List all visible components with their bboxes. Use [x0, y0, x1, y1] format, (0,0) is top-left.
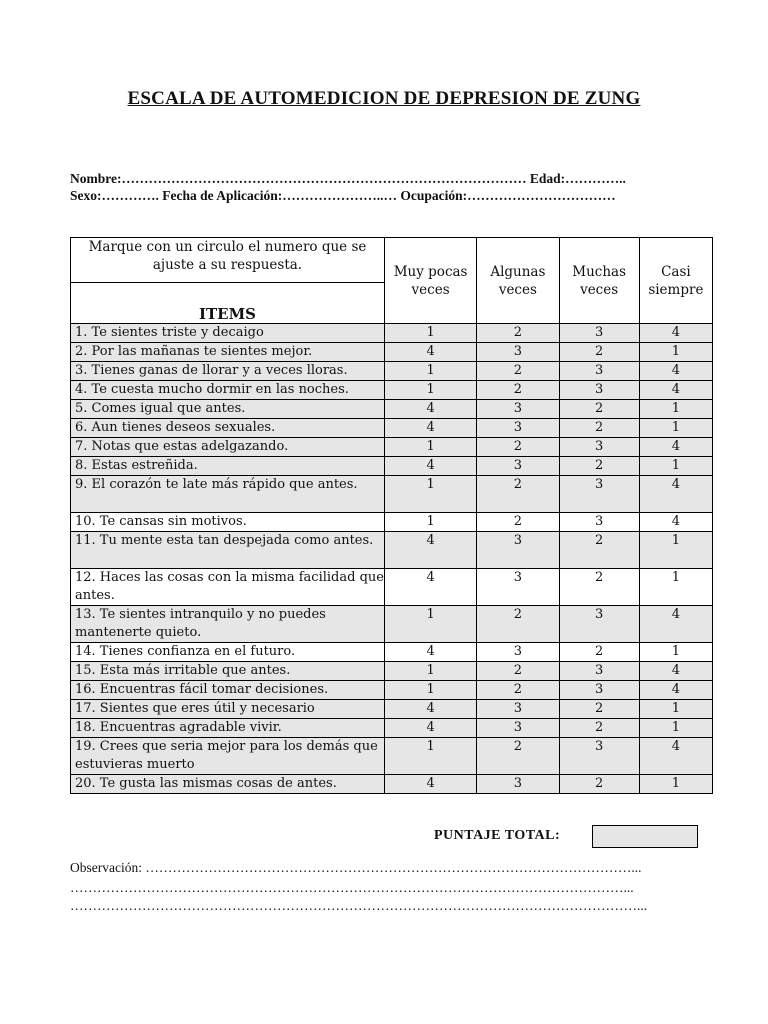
score-option[interactable]: 4 [639, 381, 712, 400]
item-text: 5. Comes igual que antes. [71, 400, 385, 419]
score-option[interactable]: 4 [639, 476, 712, 513]
score-option[interactable]: 4 [384, 775, 476, 794]
score-option[interactable]: 1 [384, 606, 476, 643]
table-row [71, 457, 713, 476]
table-row [71, 362, 713, 381]
score-option[interactable]: 1 [384, 362, 476, 381]
score-option[interactable]: 1 [639, 569, 712, 606]
score-option[interactable]: 1 [384, 476, 476, 513]
score-option[interactable]: 3 [477, 700, 559, 719]
score-option[interactable]: 2 [559, 400, 639, 419]
table-row [71, 513, 713, 532]
item-text: 1. Te sientes triste y decaigo [71, 324, 385, 343]
item-text: 16. Encuentras fácil tomar decisiones. [71, 681, 385, 700]
score-option[interactable]: 2 [559, 419, 639, 438]
score-option[interactable]: 4 [384, 569, 476, 606]
score-option[interactable]: 2 [559, 643, 639, 662]
column-header-muchas-veces: Muchas veces [559, 238, 639, 324]
score-option[interactable]: 4 [639, 438, 712, 457]
observation-line-1: Observación: ………………………………………………………………………………………………... [70, 860, 642, 875]
column-header-casi-siempre: Casi siempre [639, 238, 712, 324]
score-option[interactable]: 3 [559, 513, 639, 532]
score-option[interactable]: 1 [639, 419, 712, 438]
table-row [71, 532, 713, 569]
score-option[interactable]: 2 [477, 662, 559, 681]
score-option[interactable]: 4 [384, 532, 476, 569]
score-option[interactable]: 4 [639, 513, 712, 532]
score-option[interactable]: 3 [559, 738, 639, 775]
score-option[interactable]: 3 [477, 719, 559, 738]
name-age-line: Nombre:……………………………………………………………………………… Edad:………….. [70, 171, 626, 186]
column-header-algunas-veces: Algunas veces [477, 238, 559, 324]
table-row [71, 775, 713, 794]
score-option[interactable]: 1 [639, 532, 712, 569]
score-option[interactable]: 1 [384, 438, 476, 457]
score-option[interactable]: 4 [384, 400, 476, 419]
item-text: 2. Por las mañanas te sientes mejor. [71, 343, 385, 362]
item-text: 10. Te cansas sin motivos. [71, 513, 385, 532]
score-option[interactable]: 1 [384, 513, 476, 532]
score-option[interactable]: 1 [384, 324, 476, 343]
score-option[interactable]: 4 [384, 700, 476, 719]
score-option[interactable]: 3 [559, 476, 639, 513]
score-option[interactable]: 3 [559, 681, 639, 700]
item-text: 20. Te gusta las mismas cosas de antes. [71, 775, 385, 794]
score-option[interactable]: 2 [477, 324, 559, 343]
observation-line-3: ………………………………………………………………………………………………………………... [70, 898, 648, 913]
item-text: 4. Te cuesta mucho dormir en las noches. [71, 381, 385, 400]
score-option[interactable]: 2 [477, 681, 559, 700]
score-option[interactable]: 3 [477, 643, 559, 662]
table-row [71, 419, 713, 438]
score-option[interactable]: 2 [477, 738, 559, 775]
table-row [71, 662, 713, 681]
table-row [71, 700, 713, 719]
score-option[interactable]: 3 [477, 343, 559, 362]
score-option[interactable]: 3 [477, 569, 559, 606]
score-option[interactable]: 2 [559, 457, 639, 476]
table-row [71, 643, 713, 662]
table-row [71, 569, 713, 606]
score-option[interactable]: 2 [559, 569, 639, 606]
table-row [71, 400, 713, 419]
item-text: 17. Sientes que eres útil y necesario [71, 700, 385, 719]
score-option[interactable]: 2 [477, 606, 559, 643]
score-option[interactable]: 4 [384, 643, 476, 662]
score-option[interactable]: 2 [559, 532, 639, 569]
score-option[interactable]: 4 [639, 681, 712, 700]
item-text: 18. Encuentras agradable vivir. [71, 719, 385, 738]
score-option[interactable]: 1 [384, 738, 476, 775]
score-option[interactable]: 2 [477, 438, 559, 457]
score-option[interactable]: 3 [559, 324, 639, 343]
table-row [71, 738, 713, 775]
score-option[interactable]: 1 [639, 719, 712, 738]
score-option[interactable]: 2 [477, 513, 559, 532]
score-option[interactable]: 2 [477, 381, 559, 400]
total-score-label: PUNTAJE TOTAL: [434, 828, 561, 843]
total-score-field[interactable] [592, 825, 698, 848]
table-row [71, 476, 713, 513]
item-text: 6. Aun tienes deseos sexuales. [71, 419, 385, 438]
score-option[interactable]: 1 [639, 700, 712, 719]
score-option[interactable]: 1 [384, 662, 476, 681]
score-option[interactable]: 1 [639, 643, 712, 662]
score-option[interactable]: 3 [559, 662, 639, 681]
sex-date-occupation-line: Sexo:…………. Fecha de Aplicación:…………………..… Ocupación:…………………………… [70, 188, 616, 203]
score-option[interactable]: 4 [639, 362, 712, 381]
score-option[interactable]: 3 [477, 457, 559, 476]
score-option[interactable]: 1 [384, 681, 476, 700]
table-row [71, 343, 713, 362]
score-option[interactable]: 3 [559, 381, 639, 400]
score-option[interactable]: 1 [639, 400, 712, 419]
table-row [71, 438, 713, 457]
item-text: 14. Tienes confianza en el futuro. [71, 643, 385, 662]
score-option[interactable]: 2 [559, 775, 639, 794]
score-option[interactable]: 4 [384, 343, 476, 362]
score-option[interactable]: 4 [639, 738, 712, 775]
column-header-muy-pocas-veces: Muy pocas veces [384, 238, 476, 324]
score-option[interactable]: 2 [559, 700, 639, 719]
items-header: ITEMS [71, 283, 385, 324]
score-option[interactable]: 4 [384, 457, 476, 476]
score-option[interactable]: 3 [477, 400, 559, 419]
instruction-cell: Marque con un circulo el numero que se ajuste a su respuesta. [71, 238, 385, 283]
score-option[interactable]: 4 [639, 324, 712, 343]
score-option[interactable]: 3 [477, 419, 559, 438]
score-option[interactable]: 3 [477, 532, 559, 569]
score-option[interactable]: 1 [639, 343, 712, 362]
table-row [71, 719, 713, 738]
table-row [71, 324, 713, 343]
item-text: 13. Te sientes intranquilo y no puedes mantenerte quieto. [71, 606, 385, 643]
item-text: 11. Tu mente esta tan despejada como antes. [71, 532, 385, 569]
item-text: 15. Esta más irritable que antes. [71, 662, 385, 681]
score-option[interactable]: 2 [477, 476, 559, 513]
score-option[interactable]: 4 [384, 419, 476, 438]
score-option[interactable]: 4 [384, 719, 476, 738]
page-title: ESCALA DE AUTOMEDICION DE DEPRESION DE ZUNG [127, 88, 641, 109]
item-text: 3. Tienes ganas de llorar y a veces lloras. [71, 362, 385, 381]
score-option[interactable]: 2 [559, 719, 639, 738]
table-row [71, 681, 713, 700]
score-option[interactable]: 4 [639, 606, 712, 643]
table-row [71, 606, 713, 643]
score-option[interactable]: 3 [559, 606, 639, 643]
item-text: 8. Estas estreñida. [71, 457, 385, 476]
score-option[interactable]: 3 [559, 362, 639, 381]
score-option[interactable]: 1 [384, 381, 476, 400]
score-option[interactable]: 1 [639, 775, 712, 794]
item-text: 7. Notas que estas adelgazando. [71, 438, 385, 457]
item-text: 19. Crees que seria mejor para los demás que estuvieras muerto [71, 738, 385, 775]
table-row [71, 381, 713, 400]
score-option[interactable]: 1 [639, 457, 712, 476]
zung-scale-table [70, 237, 713, 794]
score-option[interactable]: 2 [477, 362, 559, 381]
score-option[interactable]: 4 [639, 662, 712, 681]
score-option[interactable]: 2 [559, 343, 639, 362]
item-text: 12. Haces las cosas con la misma facilidad que antes. [71, 569, 385, 606]
score-option[interactable]: 3 [559, 438, 639, 457]
item-text: 9. El corazón te late más rápido que antes. [71, 476, 385, 513]
score-option[interactable]: 3 [477, 775, 559, 794]
observation-line-2: ……………………………………………………………………………………………………………... [70, 880, 634, 895]
